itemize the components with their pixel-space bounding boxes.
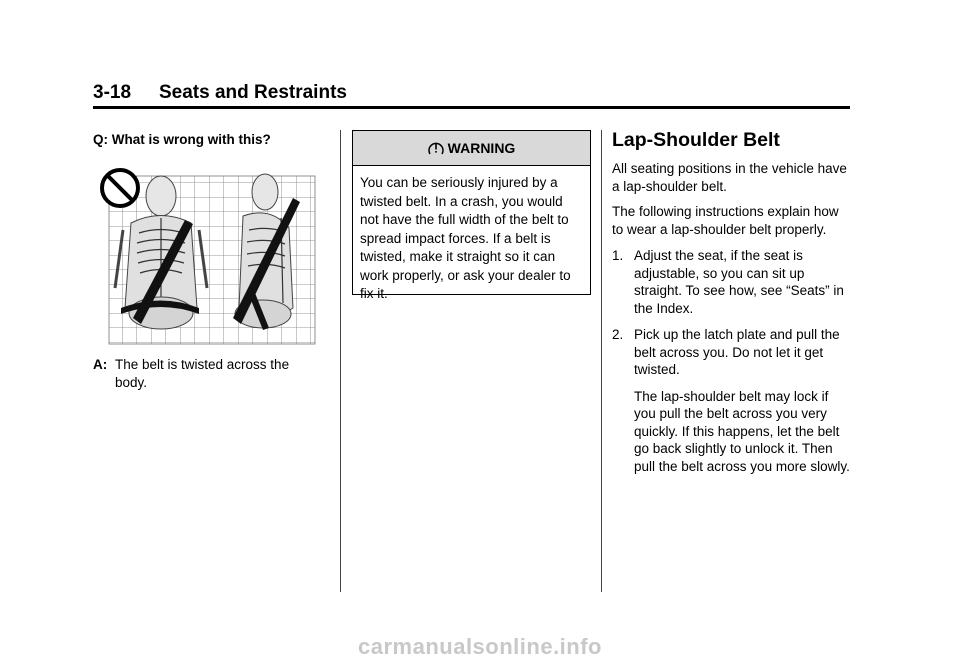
paragraph: All seating positions in the vehicle have a lap-shoulder belt.: [612, 161, 847, 194]
twisted-belt-illustration: [93, 168, 318, 346]
step-number: 2.: [612, 327, 624, 342]
list-item: [612, 326, 852, 379]
section-title: Seats and Restraints: [159, 82, 347, 103]
page-header: [93, 80, 850, 109]
column-divider: [601, 130, 602, 592]
answer-block: [93, 356, 313, 392]
warning-header: [353, 131, 590, 166]
question-text: Q: What is wrong with this?: [93, 132, 271, 147]
warning-title: WARNING: [447, 140, 516, 156]
warning-box: [352, 130, 591, 301]
prohibited-icon: [102, 170, 138, 206]
step-text: Pick up the latch plate and pull the belt across you. Do not let it get twisted.: [634, 327, 840, 377]
step-text: Adjust the seat, if the seat is adjustable, so you can sit up straight. To see how, see “Seats” in the Index.: [634, 248, 844, 316]
step-number: 1.: [612, 248, 624, 263]
warning-text: You can be seriously injured by a twisted belt. In a crash, you would not have the full width of the belt to spread impact forces. If a belt is twisted, make it straight so it can work properly, or ask your dealer to fix it.: [360, 175, 571, 301]
section-heading: Lap-Shoulder Belt: [612, 129, 780, 151]
right-column: [612, 128, 852, 475]
page-number: 3-18: [93, 82, 132, 103]
caution-circle-icon: [428, 140, 444, 156]
column-divider: [340, 130, 341, 592]
answer-text: The belt is twisted across the body.: [115, 357, 290, 390]
answer-label: A:: [93, 357, 108, 372]
paragraph: The following instructions explain how to wear a lap-shoulder belt properly.: [612, 204, 839, 237]
step-note: The lap-shoulder belt may lock if you pull the belt across you very quickly. If this happens, let the belt go back slightly to unlock it. Then pull the belt across you more slowly.: [634, 388, 850, 474]
watermark: carmanualsonline.info: [358, 634, 602, 659]
list-item: [612, 247, 852, 317]
